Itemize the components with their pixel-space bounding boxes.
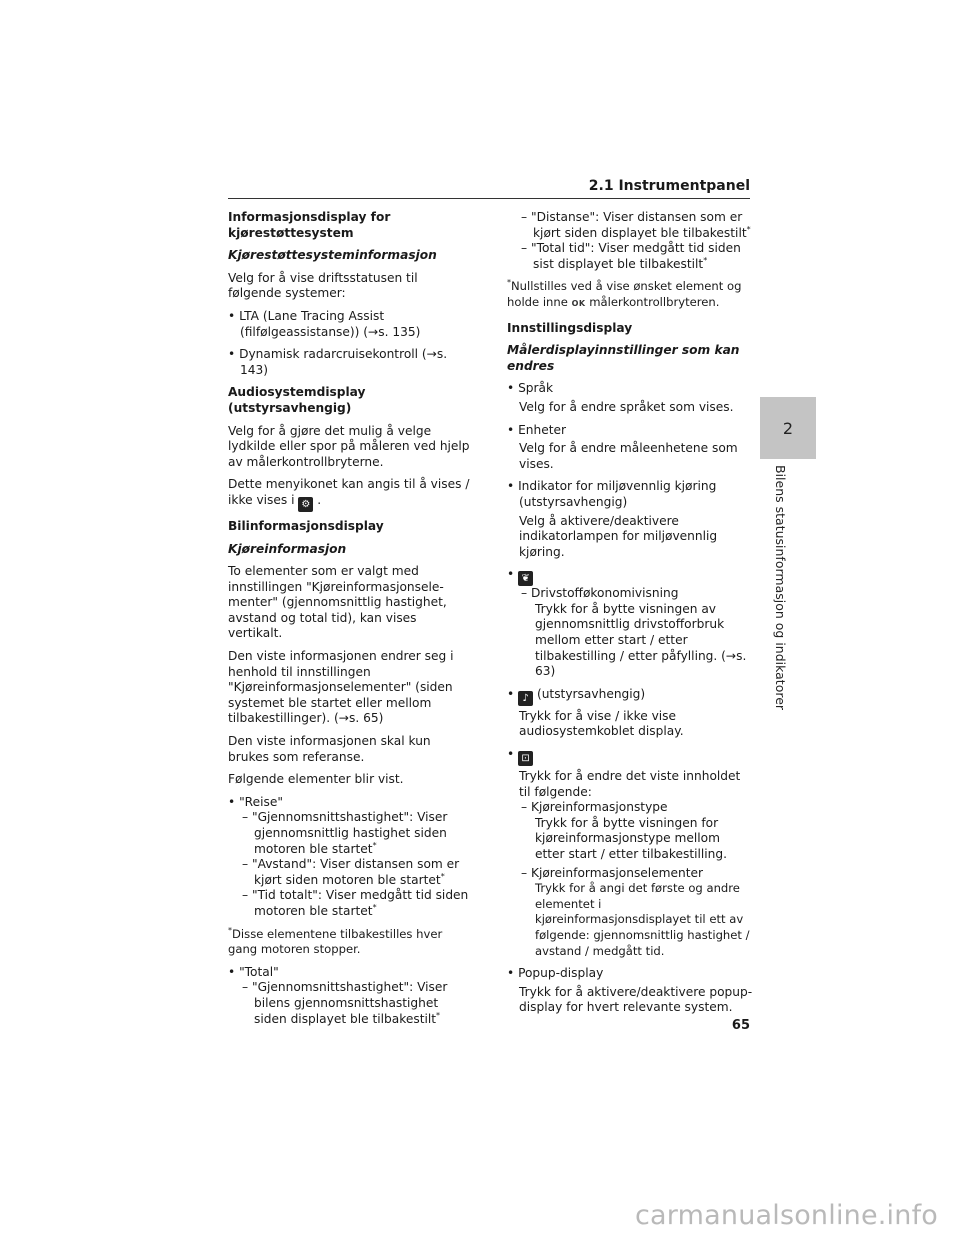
footnote-mark: * [746,224,751,234]
list-item: • "Total" [228,964,279,979]
watermark: carmanualsonline.info [635,1200,938,1231]
list-item-text: Velg for å endre språket som vises. [519,399,734,414]
sub-list-text: Trykk for å bytte visningen av gjennomsnittlig drivstofforbruk mellom etter start / etter tilbakestilling / etter påfylling. (→s. 63) [535,601,747,679]
text: – "Total tid": Viser medgått tid siden sist displayet ble tilbakestilt [521,241,741,271]
list-item [507,747,753,766]
footnote-mark: * [436,1010,441,1020]
paragraph: Velg for å gjøre det mulig å velge lydkilde eller spor på måleren ved hjelp av målerkontrollbryterne. [228,423,470,469]
list-item [507,687,753,706]
paragraph: Den viste informasjonen endrer seg i henhold til innstillingen "Kjøreinformasjonselementer" (siden systemet ble startet eller mellom tilbakestillinger). (→s. 65) [228,649,454,726]
chapter-tab: 2 [760,397,816,459]
sub-list-item [228,888,474,919]
sub-list-text: Trykk for å bytte visningen for kjøreinformasjonstype mellom etter start / etter tilbakestilling. [535,815,728,861]
paragraph: Velg for å vise driftsstatusen til følgende systemer: [228,270,418,301]
footnote [507,279,753,311]
paragraph [228,477,474,512]
section-header: 2.1 Instrumentpanel [228,178,750,199]
text: Disse elementene tilbakestilles hver gang motoren stopper. [228,926,443,957]
list-item-text: Trykk for å endre det viste innholdet til følgende: [519,769,741,799]
list-item: • Dynamisk radarcruisekontroll (→s. 143) [228,347,448,377]
footnote [228,927,474,958]
trip-info-icon: ⊡ [518,751,533,766]
footnote-mark: * [372,840,377,850]
sub-list-item: – Kjøreinformasjonstype [521,800,668,815]
sub-list-text: Trykk for å angi det første og andre elementet i kjøreinformasjonsdisplayet til ett av følgende: gjennomsnittlig hastighet / avstand / medgått tid. [535,881,750,958]
chapter-title-text: Bilens statusinformasjon og indikatorer [773,465,788,711]
text: (utstyrsavhengig) [536,686,646,701]
ok-button-icon: OK [571,298,586,308]
text: – "Tid totalt": Viser medgått tid siden motoren ble startet [242,888,469,918]
right-column [507,210,753,1023]
sub-list-item [228,810,474,857]
list-item-text: Velg å aktivere/deaktivere indikatorlampen for miljøvennlig kjøring. [519,513,718,559]
subheading-driving-support: Kjørestøttesysteminformasjon [228,248,437,263]
list-item: • "Reise" [228,794,283,809]
text: – "Gjennomsnittshastighet": Viser gjennomsnittlig hastighet siden motoren ble startet [242,810,448,856]
left-column [228,210,474,1034]
music-note-icon: ♪ [518,691,533,706]
paragraph: Følgende elementer blir vist. [228,772,404,787]
bullet: • [507,567,515,582]
list-item: • Indikator for miljøvennlig kjøring (utstyrsavhengig) [507,479,717,509]
sub-list-item [228,857,474,888]
footnote-mark: * [372,902,377,912]
list-item-text: Velg for å endre måleenhetene som vises. [519,441,738,471]
footnote-mark: * [703,255,708,265]
leaf-icon: ❦ [518,571,533,586]
text: målerkontrollbryteren. [589,294,720,309]
list-item-text: Trykk for å aktivere/deaktivere popup-display for hvert relevante system. [519,984,753,1015]
paragraph: Den viste informasjonen skal kun brukes som referanse. [228,734,431,764]
text: – "Gjennomsnittshastighet": Viser bilens gjennomsnittshastighet siden displayet ble tilbakestilt [242,980,448,1026]
sub-list-item [228,980,474,1027]
page-number: 65 [731,1018,750,1033]
gear-icon: ⚙ [298,497,313,512]
paragraph: To elementer som er valgt med innstillingen "Kjøreinformasjonsele-menter" (gjennomsnittlig hastighet, avstand og total tid), kan vises vertikalt. [228,564,447,641]
sub-list-item: – Kjøreinformasjonselementer [521,865,704,880]
subheading-settings: Målerdisplayinnstillinger som kan endres [507,343,740,373]
subheading-trip-info: Kjøreinformasjon [228,541,347,556]
list-item [507,567,753,586]
bullet: • [507,747,515,762]
bullet: • [507,686,515,701]
footnote-mark: * [228,925,232,935]
sub-list-item: – Drivstofføkonomivisning [521,586,679,601]
list-item: • Enheter [507,422,566,437]
sub-list-item [507,241,753,272]
heading-audio-display: Audiosystemdisplay (utstyrsavhengig) [228,385,366,415]
footnote-mark: * [440,871,445,881]
text: – "Avstand": Viser distansen som er kjørt siden motoren ble startet [242,857,460,887]
heading-settings: Innstillingsdisplay [507,320,633,335]
list-item: • LTA (Lane Tracing Assist (filfølgeassistanse)) (→s. 135) [228,308,421,339]
text: Nullstilles ved å vise ønsket element og holde inne [507,279,742,309]
text: – "Distanse": Viser distansen som er kjørt siden displayet ble tilbakestilt [521,210,747,240]
text: Dette menyikonet kan angis til å vises / ikke vises i [228,477,470,507]
chapter-title [773,465,803,711]
list-item: • Popup-display [507,966,604,981]
list-item: • Språk [507,381,554,396]
heading-car-info: Bilinformasjonsdisplay [228,518,384,533]
text: . [317,492,322,507]
heading-info-display: Informasjonsdisplay for kjørestøttesystem [228,210,391,240]
footnote-mark: * [507,278,511,288]
sub-list-item [507,210,753,241]
list-item-text: Trykk for å vise / ikke vise audiosystemkoblet display. [519,708,684,739]
